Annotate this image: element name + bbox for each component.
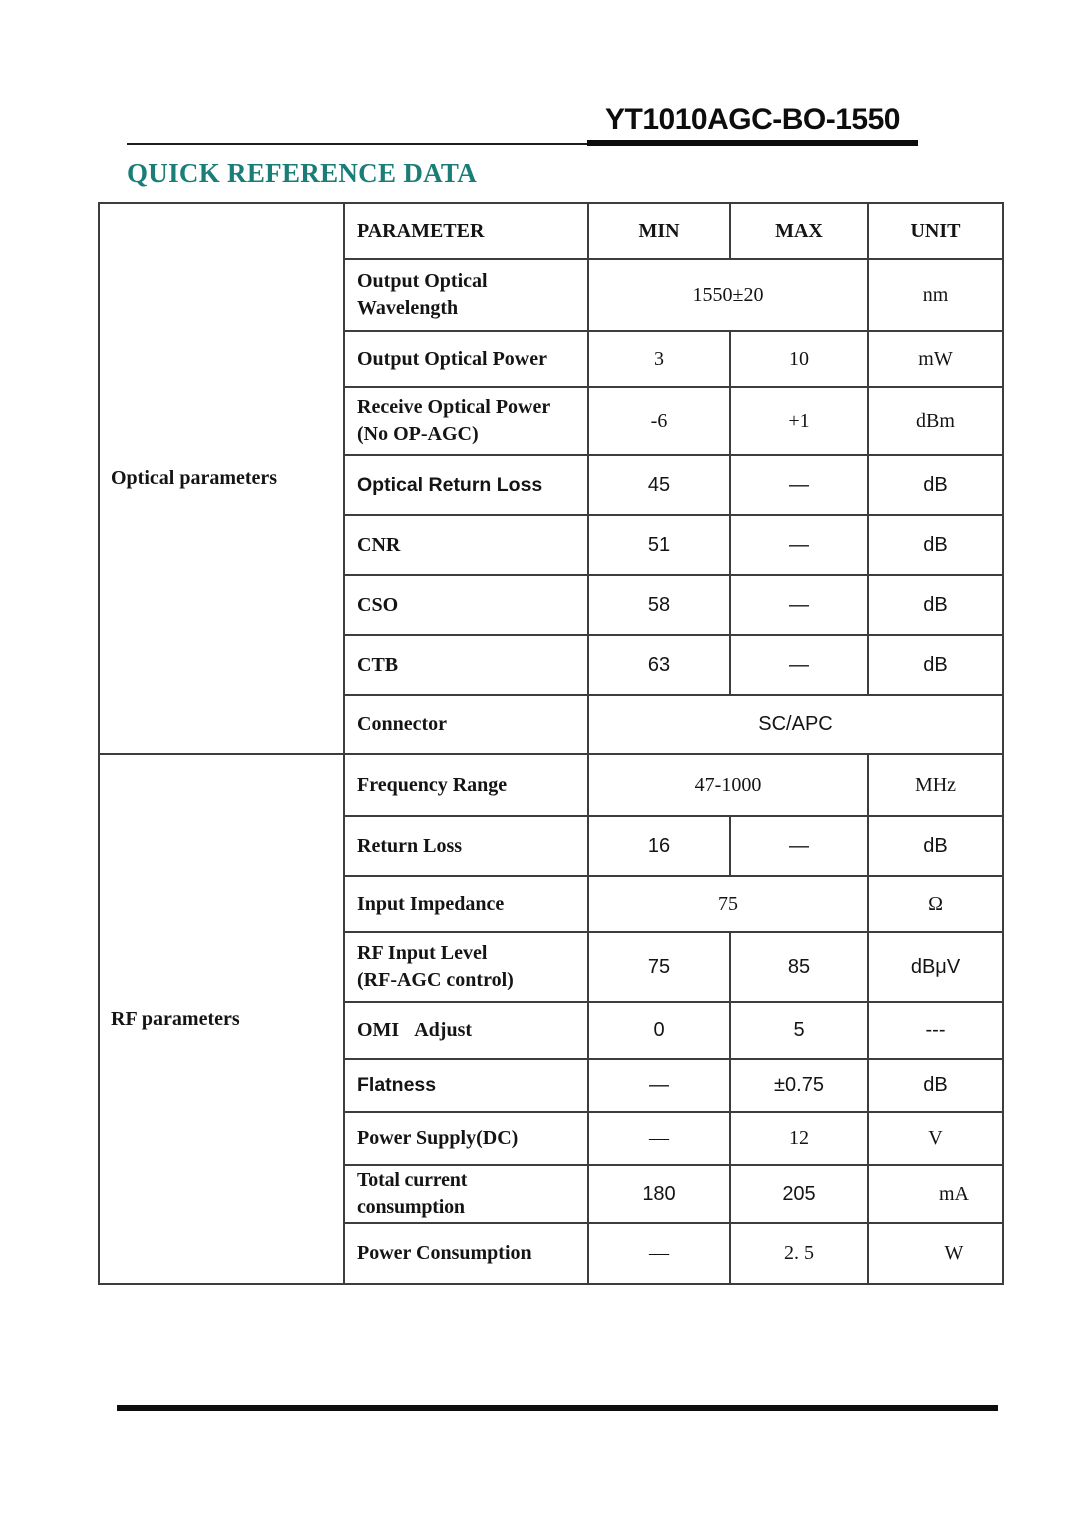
param-cell: Flatness: [344, 1059, 588, 1112]
param-line2: (No OP-AGC): [357, 423, 479, 445]
max-cell: —: [730, 515, 868, 575]
param-cell: [344, 387, 588, 455]
min-cell: 63: [588, 635, 730, 695]
max-cell: 205: [730, 1165, 868, 1223]
param-cell: OMI Adjust: [344, 1002, 588, 1059]
col-header-unit: UNIT: [868, 203, 1003, 259]
param-cell: Return Loss: [344, 816, 588, 876]
col-header-min: MIN: [588, 203, 730, 259]
param-line2: (RF-AGC control): [357, 969, 514, 991]
unit-cell: dB: [868, 455, 1003, 515]
min-cell: —: [588, 1223, 730, 1284]
min-cell: -6: [588, 387, 730, 455]
max-cell: —: [730, 575, 868, 635]
param-line1: Receive Optical Power: [357, 396, 551, 418]
param-line1: RF Input Level: [357, 942, 488, 964]
section-title: QUICK REFERENCE DATA: [127, 158, 478, 188]
unit-cell: dB: [868, 575, 1003, 635]
param-cell: Connector: [344, 695, 588, 754]
min-cell: 58: [588, 575, 730, 635]
unit-cell: nm: [868, 259, 1003, 331]
max-cell: —: [730, 455, 868, 515]
footer-rule: [117, 1405, 998, 1411]
unit-cell: Ω: [868, 876, 1003, 932]
param-cell: CSO: [344, 575, 588, 635]
doc-code-title: YT1010AGC-BO-1550: [587, 103, 918, 146]
param-cell: Power Consumption: [344, 1223, 588, 1284]
max-cell: —: [730, 635, 868, 695]
param-cell: Input Impedance: [344, 876, 588, 932]
min-cell: —: [588, 1059, 730, 1112]
min-cell: 180: [588, 1165, 730, 1223]
min-cell: 75: [588, 932, 730, 1002]
param-cell: Total current consumption: [344, 1165, 588, 1223]
max-cell: 5: [730, 1002, 868, 1059]
max-cell: —: [730, 816, 868, 876]
max-cell: 10: [730, 331, 868, 387]
unit-cell: ---: [868, 1002, 1003, 1059]
unit-cell: dBm: [868, 387, 1003, 455]
value-cell: 1550±20: [588, 259, 868, 331]
header-rule: [127, 143, 588, 145]
group-cell-rf: RF parameters: [99, 754, 344, 1284]
value-cell: 47-1000: [588, 754, 868, 816]
param-cell: [344, 932, 588, 1002]
param-cell: Optical Return Loss: [344, 455, 588, 515]
min-cell: —: [588, 1112, 730, 1165]
unit-cell: V: [868, 1112, 1003, 1165]
unit-cell: dB: [868, 515, 1003, 575]
param-cell: Frequency Range: [344, 754, 588, 816]
unit-cell: dB: [868, 635, 1003, 695]
max-cell: 2. 5: [730, 1223, 868, 1284]
spec-table: [98, 202, 1004, 1285]
param-cell: Output Optical Wavelength: [344, 259, 588, 331]
unit-cell: dB: [868, 816, 1003, 876]
min-cell: 0: [588, 1002, 730, 1059]
group-cell-optical: Optical parameters: [99, 203, 344, 754]
unit-cell: dB: [868, 1059, 1003, 1112]
unit-cell: dBμV: [868, 932, 1003, 1002]
param-cell: CNR: [344, 515, 588, 575]
min-cell: 16: [588, 816, 730, 876]
min-cell: 45: [588, 455, 730, 515]
table-header-row: [99, 203, 1003, 259]
min-cell: 51: [588, 515, 730, 575]
unit-cell: MHz: [868, 754, 1003, 816]
max-cell: 12: [730, 1112, 868, 1165]
unit-cell: mW: [868, 331, 1003, 387]
value-cell: SC/APC: [588, 695, 1003, 754]
col-header-max: MAX: [730, 203, 868, 259]
unit-cell: W: [868, 1223, 1003, 1284]
min-cell: 3: [588, 331, 730, 387]
unit-cell: mA: [868, 1165, 1003, 1223]
param-cell: Output Optical Power: [344, 331, 588, 387]
value-cell: 75: [588, 876, 868, 932]
col-header-parameter: PARAMETER: [344, 203, 588, 259]
max-cell: ±0.75: [730, 1059, 868, 1112]
max-cell: 85: [730, 932, 868, 1002]
row-frequency-range: [99, 754, 1003, 816]
param-cell: Power Supply(DC): [344, 1112, 588, 1165]
max-cell: +1: [730, 387, 868, 455]
param-cell: CTB: [344, 635, 588, 695]
